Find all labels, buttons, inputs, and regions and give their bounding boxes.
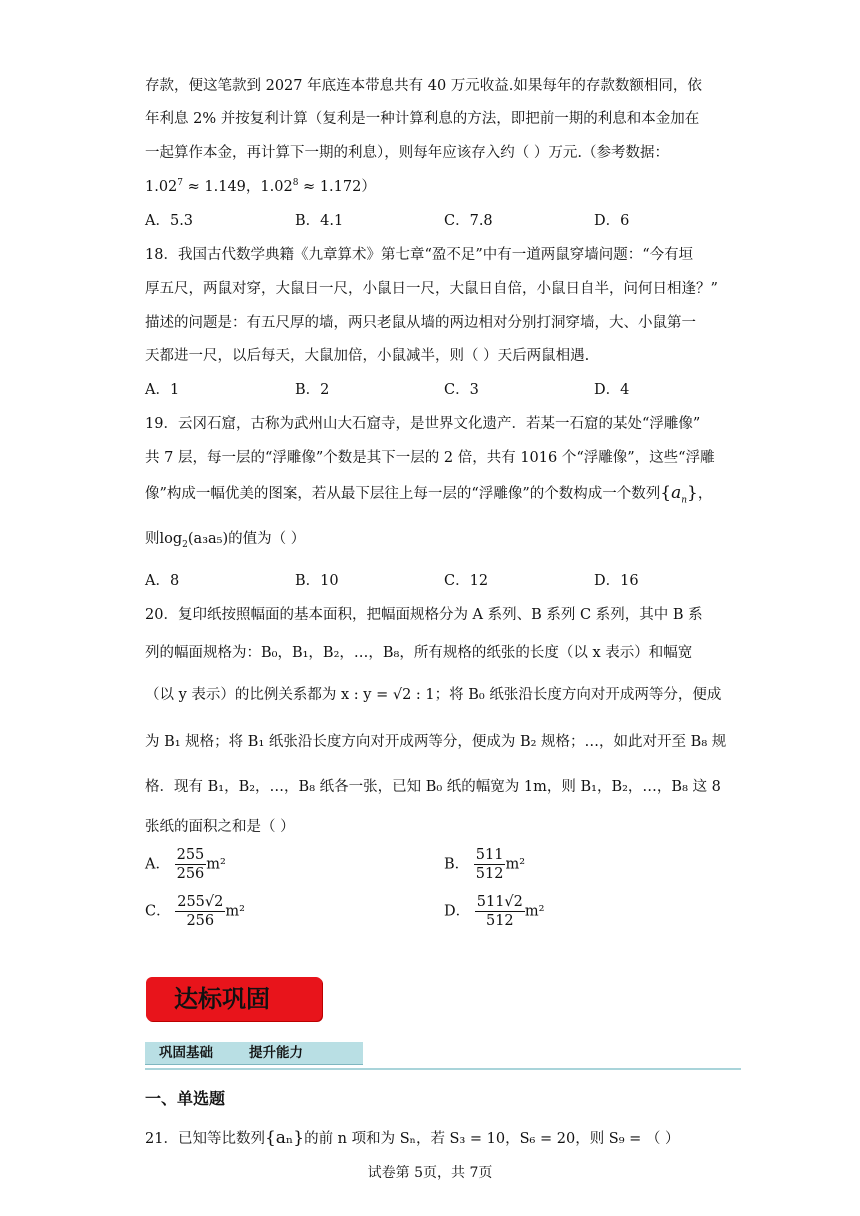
option-c[interactable]: C．3 [444, 382, 479, 398]
q19-line: 19．云冈石窟，古称为武州山大石窟寺，是世界文化遗产．若某一石窟的某处“浮雕像” [145, 416, 701, 432]
log-text: log [159, 531, 183, 547]
option-d[interactable]: D．16 [594, 573, 639, 589]
unit: m² [524, 903, 545, 920]
q20-line: （以 y 表示）的比例关系都为 x : y = √2 : 1；将 B₀ 纸张沿长度方向对开成两等分，便成 [145, 687, 722, 703]
option-a[interactable] [145, 846, 226, 883]
numerator: 255√2 [177, 894, 224, 910]
option-a[interactable]: A．1 [145, 382, 180, 398]
option-label: A． [145, 856, 170, 873]
option-d[interactable] [444, 893, 544, 930]
tab-bar [145, 1042, 363, 1065]
section-title: 一、单选题 [145, 1089, 226, 1108]
denominator: 256 [186, 913, 215, 929]
option-b[interactable] [444, 846, 525, 883]
fraction [474, 846, 506, 883]
q19-line-text: 像”构成一幅优美的图案，若从最下层往上每一层的“浮雕像”的个数构成一个数列 [145, 486, 661, 502]
divider [145, 1068, 741, 1070]
sequence-notation: $\{a_n\}$ [660, 483, 698, 506]
log-argument: (a₃a₅) [187, 531, 229, 547]
q20-line: 张纸的面积之和是（ ） [145, 819, 295, 835]
option-b[interactable]: B．4.1 [295, 213, 344, 229]
q19-prefix: 则 [145, 531, 160, 547]
ref-close: ） [361, 179, 376, 195]
ref-exponent: 8 [292, 178, 299, 189]
q20-line: 为 B₁ 规格；将 B₁ 纸张沿长度方向对开成两等分，便成为 B₂ 规格；…，如此对开至 B₈ 规 [145, 734, 727, 750]
q19-suffix: 的值为（ ） [228, 531, 306, 547]
q20-line: 格．现有 B₁，B₂，…，B₈ 纸各一张，已知 B₀ 纸的幅宽为 1m，则 B₁，B₂，…，B₈ 这 8 [145, 779, 721, 795]
ref-value: ≈ 1.172 [298, 179, 362, 195]
ref-base: 1.02 [145, 179, 178, 195]
q17-reference-data [145, 175, 376, 196]
q18-line: 厚五尺，两鼠对穿，大鼠日一尺，小鼠日一尺，大鼠日自倍，小鼠日自半，问何日相逢？” [145, 281, 718, 297]
q21-prefix: 21．已知等比数列 [145, 1131, 265, 1147]
log-base: 2 [182, 539, 188, 550]
q17-line: 存款，便这笔款到 2027 年底连本带息共有 40 万元收益.如果每年的存款数额相同，依 [145, 78, 702, 94]
numerator: 511 [475, 847, 504, 863]
q18-line: 18．我国古代数学典籍《九章算术》第七章“盈不足”中有一道两鼠穿墙问题：“今有垣 [145, 247, 694, 263]
tab-improve-ability[interactable]: 提升能力 [249, 1045, 303, 1061]
option-b[interactable]: B．10 [295, 573, 339, 589]
numerator: 511√2 [476, 894, 523, 910]
unit: m² [206, 856, 226, 873]
unit: m² [225, 903, 245, 920]
option-c[interactable] [145, 893, 245, 930]
q19-line: 像”构成一幅优美的图案，若从最下层往上每一层的“浮雕像”的个数构成一个数列$\{a_n\}$， [145, 483, 713, 506]
q21-suffix: 的前 n 项和为 Sₙ，若 S₃ = 10，S₆ = 20，则 S₉ = （ ） [304, 1131, 680, 1147]
denominator: 512 [485, 913, 514, 929]
option-label: B． [444, 856, 470, 873]
unit: m² [505, 856, 526, 873]
option-d[interactable]: D．6 [594, 213, 630, 229]
option-label: C． [145, 903, 171, 920]
q18-line: 描述的问题是：有五尺厚的墙，两只老鼠从墙的两边相对分别打洞穿墙，大、小鼠第一 [145, 315, 696, 331]
option-b[interactable]: B．2 [295, 382, 330, 398]
option-c[interactable]: C．12 [444, 573, 489, 589]
q19-line [145, 527, 305, 550]
option-a[interactable]: A．8 [145, 573, 180, 589]
fraction [475, 893, 525, 930]
tab-consolidate-basics[interactable]: 巩固基础 [159, 1045, 213, 1061]
q20-line: 列的幅面规格为：B₀，B₁，B₂，…，B₈，所有规格的纸张的长度（以 x 表示）和幅宽 [145, 645, 693, 661]
denominator: 512 [475, 866, 504, 882]
ref-exponent: 7 [177, 178, 184, 189]
sequence-notation: {aₙ} [264, 1128, 305, 1148]
option-a[interactable]: A．5.3 [145, 213, 194, 229]
q19-line: 共 7 层，每一层的“浮雕像”个数是其下一层的 2 倍，共有 1016 个“浮雕像”，这些“浮雕 [145, 450, 715, 466]
q17-line: 一起算作本金，再计算下一期的利息），则每年应该存入约（ ）万元.（参考数据： [145, 145, 669, 161]
q20-line: 20．复印纸按照幅面的基本面积，把幅面规格分为 A 系列、B 系列 C 系列，其中 B 系 [145, 607, 703, 623]
option-d[interactable]: D．4 [594, 382, 630, 398]
ref-value: ≈ 1.149 [183, 179, 246, 195]
section-banner: 达标巩固 [146, 977, 322, 1021]
ref-base: 1.02 [260, 179, 293, 195]
page-footer: 试卷第 5页，共 7页 [367, 1165, 493, 1181]
denominator: 256 [176, 866, 205, 882]
q18-line: 天都进一尺，以后每天，大鼠加倍，小鼠减半，则（ ）天后两鼠相遇. [145, 348, 590, 364]
option-label: D． [444, 903, 471, 920]
numerator: 255 [176, 847, 205, 863]
ref-separator: ， [245, 179, 261, 195]
q17-line: 年利息 2% 并按复利计算（复利是一种计算利息的方法，即把前一期的利息和本金加在 [145, 111, 700, 127]
option-c[interactable]: C．7.8 [444, 213, 493, 229]
fraction [175, 846, 207, 883]
fraction [175, 893, 225, 930]
q21-line [145, 1127, 680, 1148]
